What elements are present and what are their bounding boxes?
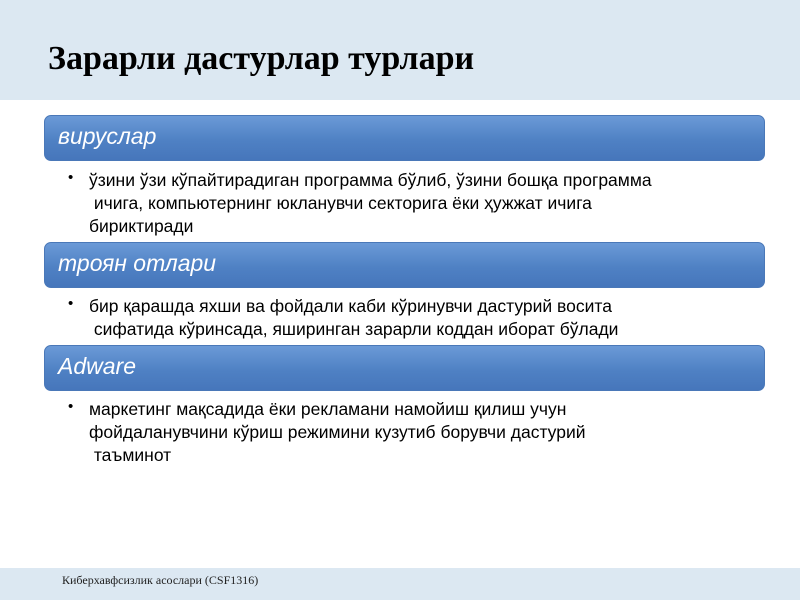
bullet-text-line: бириктиради: [89, 216, 194, 236]
section-header-viruses: [44, 115, 765, 161]
footer-course-label: Киберхавфсизлик асослари (CSF1316): [62, 573, 259, 587]
section-header-trojans: [44, 242, 765, 288]
bullet-text-line: маркетинг мақсадида ёки рекламани намойиш қилиш учун: [89, 399, 567, 419]
bullet-text-line: фойдаланувчини кўриш режимини кузутиб борувчи дастурий: [89, 422, 586, 442]
bullet-item-viruses: [68, 168, 768, 240]
bullet-text-line: бир қарашда яхши ва фойдали каби кўринувчи дастурий восита: [89, 296, 612, 316]
bullet-icon: •: [68, 169, 74, 186]
section-header-adware: [44, 345, 765, 391]
bullet-text-line: ичига, компьютернинг юкланувчи секторига ёки ҳужжат ичига: [89, 193, 592, 213]
bullet-item-adware: [68, 397, 768, 469]
bullet-text-line: сифатида кўринсада, яширинган зарарли коддан иборат бўлади: [89, 319, 619, 339]
slide-title: Зарарли дастурлар турлари: [48, 40, 475, 77]
section-label: вируслар: [58, 123, 157, 149]
bullet-item-trojans: [68, 294, 768, 342]
bullet-text-line: таъминот: [89, 445, 172, 465]
bullet-icon: •: [68, 398, 74, 415]
bullet-text-line: ўзини ўзи кўпайтирадиган программа бўлиб, ўзини бошқа программа: [89, 170, 652, 190]
section-label: троян отлари: [58, 250, 217, 276]
section-label: Adware: [58, 353, 136, 379]
bullet-icon: •: [68, 295, 74, 312]
